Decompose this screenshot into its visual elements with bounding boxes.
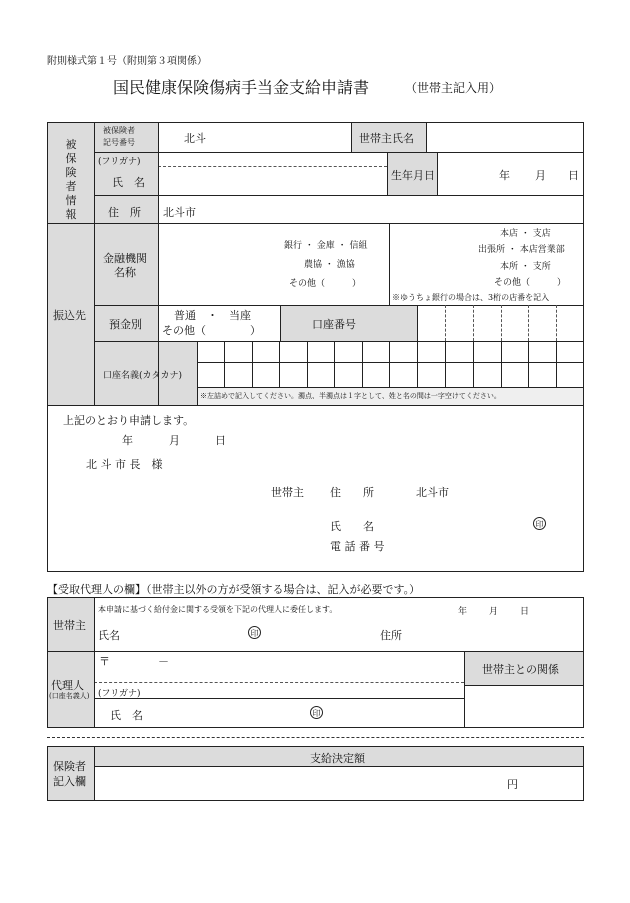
relation-label: 世帯主との関係 — [482, 663, 559, 676]
symbol-label-1: 被保険者 — [103, 126, 135, 135]
addressee: 北 斗 市 長 様 — [86, 458, 163, 471]
agent-address-field[interactable] — [95, 652, 463, 681]
yucho-note: ※ゆうちょ銀行の場合は、3桁の店番を記入 — [392, 293, 550, 302]
proxy-head-address-label: 住所 — [380, 629, 402, 642]
branch-3: 本所 ・ 支所 — [500, 262, 551, 272]
postal-mark: 〒 — [99, 655, 110, 668]
insurer-label-2: 記入欄 — [53, 775, 86, 788]
applicant-name-label: 氏 名 — [330, 520, 374, 533]
form-number: 附則様式第１号（附則第３項関係） — [47, 56, 207, 67]
address-label: 住 所 — [108, 206, 141, 219]
deposit-option-2[interactable]: その他（ ） — [162, 324, 261, 337]
branch-1: 本店 ・ 支店 — [500, 229, 551, 239]
delegation-text: 本申請に基づく給付金に関する受領を下記の代理人に委任します。 — [98, 605, 338, 614]
proxy-head-name-label: 氏名 — [98, 629, 120, 642]
symbol-label-2: 記号番号 — [103, 138, 135, 147]
deposit-option-1[interactable]: 普通 ・ 当座 — [174, 309, 251, 322]
delegation-month: 月 — [489, 607, 499, 617]
holder-label: 口座名義(カタカナ) — [103, 371, 183, 381]
name-field[interactable] — [159, 167, 386, 194]
cut-line — [47, 737, 584, 738]
proxy-head-seal-mark: 印 — [248, 626, 261, 639]
applicant-phone-label: 電 話 番 号 — [330, 540, 385, 553]
symbol-value[interactable]: 北斗 — [184, 132, 206, 145]
agent-furigana-label: (フリガナ) — [98, 689, 141, 699]
applicant-address-label: 住 所 — [330, 486, 374, 499]
holder-kana-grid[interactable] — [198, 342, 583, 386]
applicant-seal-mark: 印 — [533, 517, 546, 530]
insurer-label-1: 保険者 — [53, 760, 86, 773]
application-day: 日 — [215, 434, 226, 447]
agent-label: 代理人 — [51, 679, 84, 692]
birth-day-unit: 日 — [568, 169, 579, 182]
birth-month-unit: 月 — [535, 169, 546, 182]
amount-label: 支給決定額 — [310, 752, 365, 765]
bank-types-3: その他（ ） — [289, 279, 362, 289]
proxy-head-label: 世帯主 — [53, 619, 86, 632]
delegation-day: 日 — [520, 607, 530, 617]
transfer-section-label: 振込先 — [53, 309, 86, 322]
application-month: 月 — [169, 434, 180, 447]
yen-unit: 円 — [507, 778, 518, 791]
branch-4: その他（ ） — [494, 278, 567, 288]
birth-year-unit: 年 — [499, 169, 510, 182]
form-title: 国民健康保険傷病手当金支給申請書 — [113, 78, 370, 97]
branch-2: 出張所 ・ 本店営業部 — [478, 245, 565, 255]
bank-types-1: 銀行 ・ 金庫 ・ 信組 — [284, 241, 368, 251]
holder-note: ※左詰めで記入してください。濁点、半濁点は１字として、姓と名の間は一字空けてください。 — [200, 392, 501, 400]
head-name-label: 世帯主氏名 — [359, 132, 414, 145]
applicant-head-label: 世帯主 — [271, 486, 304, 499]
form-title-note: （世帯主記入用） — [405, 81, 502, 95]
account-no-field[interactable] — [418, 306, 583, 340]
head-name-field[interactable] — [427, 123, 583, 151]
relation-field[interactable] — [465, 686, 583, 727]
agent-seal-mark: 印 — [310, 706, 323, 719]
bank-label-1: 金融機関 — [103, 252, 147, 265]
address-value[interactable]: 北斗市 — [163, 206, 196, 219]
applicant-address-value[interactable]: 北斗市 — [416, 486, 449, 499]
insured-section-label: 被 保 険 者 情 報 — [65, 138, 77, 221]
account-no-label: 口座番号 — [312, 318, 356, 331]
birth-label: 生年月日 — [391, 169, 435, 182]
application-year: 年 — [122, 434, 133, 447]
agent-sublabel: (口座名義人) — [49, 692, 90, 700]
delegation-year: 年 — [458, 607, 468, 617]
name-label: 氏 名 — [112, 176, 145, 189]
furigana-label: (フリガナ) — [98, 157, 141, 167]
postal-dash: － — [158, 655, 169, 668]
proxy-section-title: 【受取代理人の欄】（世帯主以外の方が受領する場合は、記入が必要です。） — [47, 583, 421, 596]
bank-label-2: 名称 — [114, 266, 136, 279]
furigana-field[interactable] — [159, 153, 386, 166]
agent-name-label: 氏 名 — [110, 709, 143, 722]
bank-types-2: 農協 ・ 漁協 — [304, 260, 355, 270]
application-statement: 上記のとおり申請します。 — [63, 414, 195, 427]
deposit-label: 預金別 — [109, 318, 142, 331]
